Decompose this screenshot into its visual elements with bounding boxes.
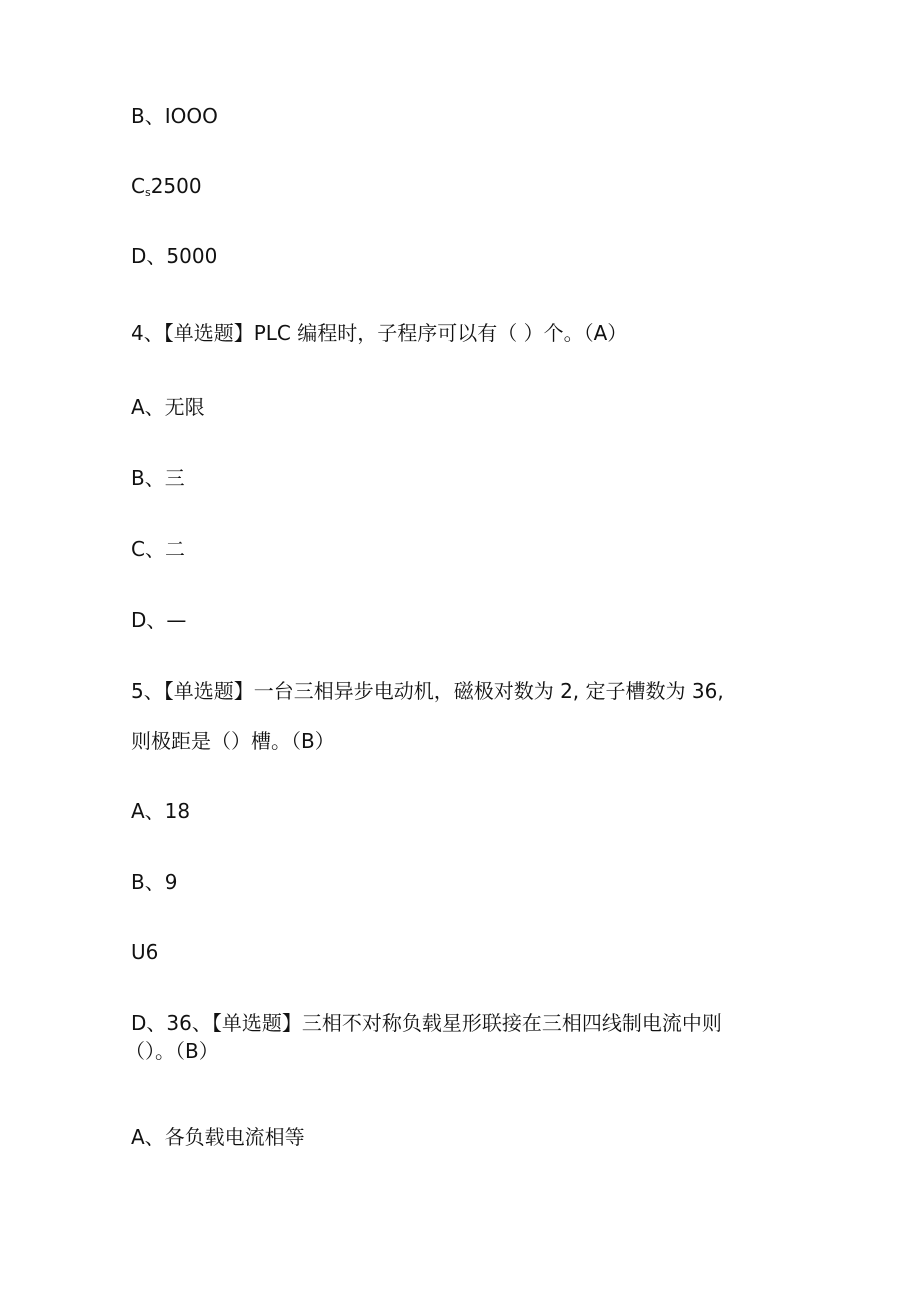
option-a-q6: A、各负载电流相等 <box>131 1125 305 1149</box>
option-d-q5-question-6-line-1: D、36、【单选题】三相不对称负载星形联接在三相四线制电流中则 <box>131 1011 722 1035</box>
option-b-q3: B、IOOO <box>131 104 218 128</box>
question-5-line-1: 5、【单选题】一台三相异步电动机，磁极对数为 2, 定子槽数为 36, <box>131 679 724 703</box>
option-a-q5: A、18 <box>131 799 191 823</box>
question-5-line-2: 则极距是（）槽。（B） <box>131 729 335 753</box>
option-d-q3: D、5000 <box>131 244 218 268</box>
option-c-q3 <box>131 174 202 205</box>
question-4: 4、【单选题】PLC 编程时，子程序可以有（ ）个。（A） <box>131 321 628 345</box>
option-b-q4: B、三 <box>131 466 185 490</box>
question-6-line-2: （）。（B） <box>125 1039 219 1063</box>
option-b-q5: B、9 <box>131 870 178 894</box>
option-c-q5: U6 <box>131 940 159 964</box>
option-c-value: 2500 <box>150 174 202 198</box>
option-c-q4: C、二 <box>131 537 185 561</box>
option-c-letter: C <box>131 174 145 198</box>
option-d-q4: D、— <box>131 608 187 632</box>
option-c-subscript: s <box>144 186 151 199</box>
option-a-q4: A、无限 <box>131 395 205 419</box>
